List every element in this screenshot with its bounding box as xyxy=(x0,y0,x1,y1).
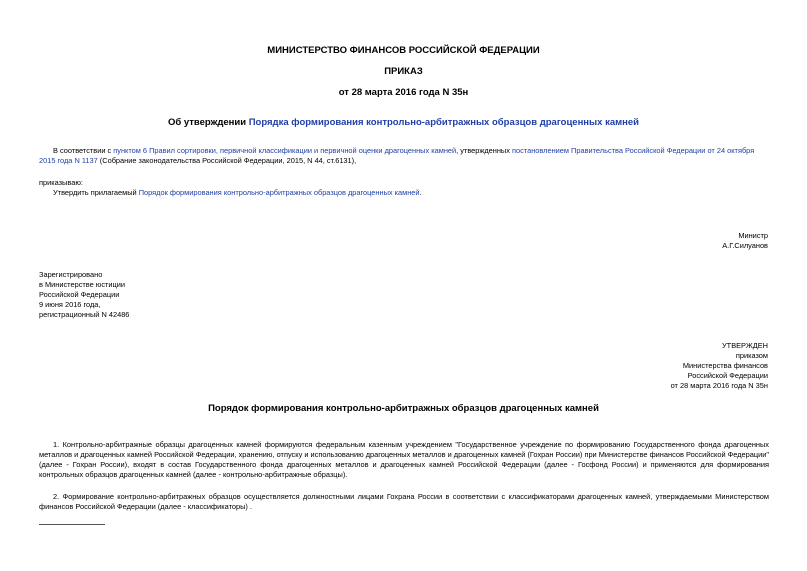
registration-line: в Министерстве юстиции xyxy=(39,280,126,289)
preamble-text-3: (Собрание законодательства Российской Федерации, 2015, N 44, ст.6131), xyxy=(97,156,357,165)
footnote-divider xyxy=(39,524,105,525)
preamble-text-1: В соответствии с xyxy=(53,146,114,155)
order-title xyxy=(0,117,807,128)
approval-line: УТВЕРЖДЕН xyxy=(721,341,768,350)
ministry-heading: МИНИСТЕРСТВО ФИНАНСОВ РОССИЙСКОЙ ФЕДЕРАЦИИ xyxy=(267,45,540,56)
order-end: . xyxy=(419,188,422,197)
registration-line: Зарегистрировано xyxy=(39,270,103,279)
approval-block xyxy=(671,341,768,391)
approval-line: Министерства финансов xyxy=(682,361,768,370)
prikazyvayu-label: приказываю: xyxy=(39,178,83,187)
order-date-number: от 28 марта 2016 года N 35н xyxy=(338,87,469,98)
approval-line: от 28 марта 2016 года N 35н xyxy=(670,381,768,390)
registration-line: Российской Федерации xyxy=(39,290,120,299)
minister-name: А.Г.Силуанов xyxy=(722,241,768,250)
registration-line: 9 июня 2016 года, xyxy=(39,300,101,309)
procedure-paragraph-1: 1. Контрольно-арбитражные образцы драгоценных камней формируются федеральным казенным учреждением "Государственное учреждение по формированию Государственного фонда драгоценных металлов и драгоценных камней Российской Федерации, хранению, отпуску и использованию драгоценных металлов и драгоценных камней (Гохран России) при Министерстве финансов Российской Федерации" (далее - Гохран России), входят в состав Государственного фонда драгоценных металлов и драгоценных камней Российской Федерации (далее - Госфонд России) и применяются для формирования контрольных образцов драгоценных камней (далее - контрольно-арбитражные образцы). xyxy=(39,440,769,479)
procedure-title: Порядок формирования контрольно-арбитражных образцов драгоценных камней xyxy=(208,403,599,414)
title-prefix: Об утверждении xyxy=(167,117,249,128)
order-paragraph xyxy=(53,188,422,198)
title-procedure-link[interactable]: Порядка формирования контрольно-арбитражных образцов драгоценных камней xyxy=(248,117,640,128)
procedure-paragraph-2 xyxy=(39,492,769,512)
government-decree-link[interactable]: постановлением Правительства Российской Федерации от 24 октября 2015 года N 1137 xyxy=(39,146,755,165)
doc-type-heading: ПРИКАЗ xyxy=(384,66,423,77)
preamble-text-2: , утвержденных xyxy=(456,146,512,155)
minister-position: Министр xyxy=(738,231,768,240)
footnote-mark[interactable]: . xyxy=(247,502,252,511)
preamble-paragraph xyxy=(39,146,769,166)
approval-line: Российской Федерации xyxy=(687,371,768,380)
procedure-link[interactable]: Порядок формирования контрольно-арбитражных образцов драгоценных камней xyxy=(138,188,420,197)
order-text: Утвердить прилагаемый xyxy=(53,188,139,197)
registration-block xyxy=(39,270,129,320)
approval-line: приказом xyxy=(735,351,768,360)
rules-link[interactable]: пунктом 6 Правил сортировки, первичной классификации и первичной оценки драгоценных камней xyxy=(113,146,457,155)
paragraph-2-text: 2. Формирование контрольно-арбитражных образцов осуществляется должностными лицами Гохрана России в соответствии с классификаторами драгоценных камней, утверждаемыми Министерством финансов Российской Федерации (далее - классификаторы) xyxy=(39,492,769,511)
registration-line: регистрационный N 42486 xyxy=(39,310,130,319)
